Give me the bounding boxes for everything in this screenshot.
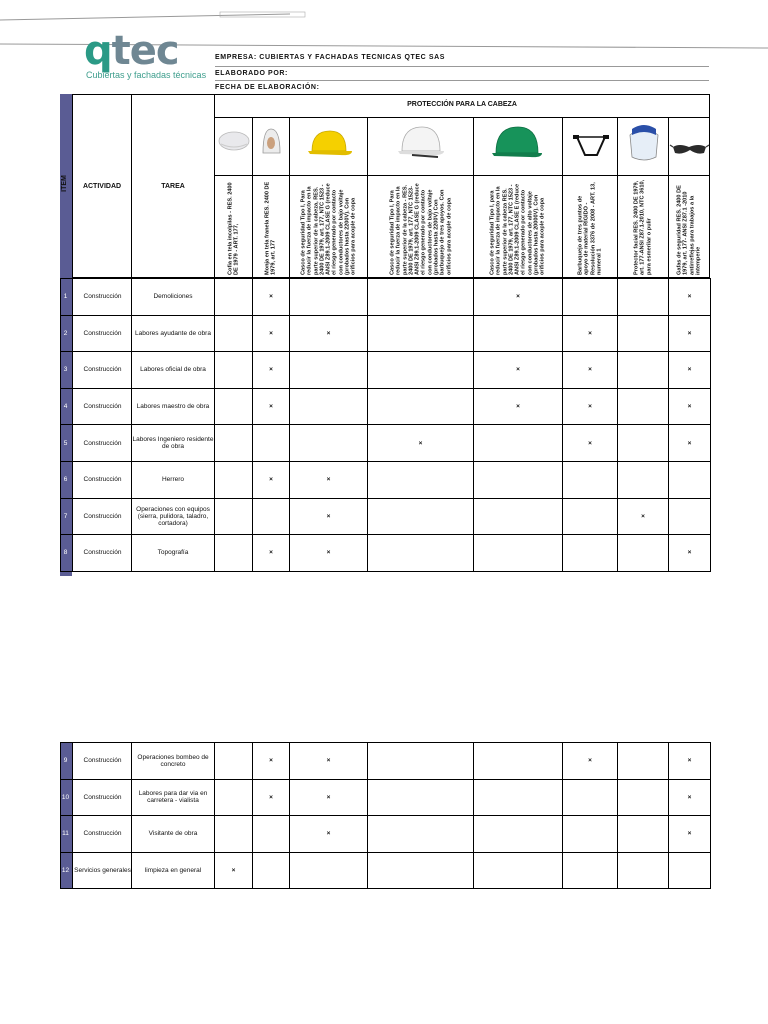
item-number: 2 <box>61 315 73 352</box>
actividad-cell: Construcción <box>73 315 132 352</box>
empty-cell <box>618 535 669 572</box>
table-row <box>61 279 711 316</box>
empty-cell <box>618 816 669 853</box>
ppe-image-7 <box>618 117 669 175</box>
ppe-description-7: Protector facial RES. 2400 DE 1979, art. 177-ANSI Z87.1-2010, NTC 3610, para esmerilar o pulir <box>618 175 669 278</box>
elaborado-label: ELABORADO POR: <box>215 70 288 77</box>
table-row <box>61 315 711 352</box>
item-number: 10 <box>61 779 73 816</box>
empty-cell <box>368 315 474 352</box>
empty-cell <box>253 816 290 853</box>
empty-cell <box>215 425 253 462</box>
table-row <box>61 779 711 816</box>
empty-cell <box>563 535 618 572</box>
empty-cell <box>215 779 253 816</box>
check-mark: × <box>368 425 474 462</box>
fecha-label: FECHA DE ELABORACIÓN: <box>215 84 320 91</box>
empty-cell <box>563 461 618 498</box>
tarea-cell: Operaciones bombeo de concreto <box>132 743 215 780</box>
empty-cell <box>474 535 563 572</box>
empty-cell <box>474 498 563 535</box>
check-mark: × <box>474 388 563 425</box>
empty-cell <box>618 279 669 316</box>
empty-cell <box>669 498 711 535</box>
ppe-image-8 <box>669 117 710 175</box>
item-number: 7 <box>61 498 73 535</box>
green-helmet-icon <box>474 117 563 175</box>
table-row <box>61 852 711 889</box>
empty-cell <box>215 461 253 498</box>
actividad-header-cell <box>72 94 132 278</box>
item-number: 5 <box>61 425 73 462</box>
empty-cell <box>368 352 474 389</box>
check-mark: × <box>290 535 368 572</box>
table-row <box>61 498 711 535</box>
empty-cell <box>669 461 711 498</box>
empty-cell <box>253 498 290 535</box>
ppe-matrix-table-continued <box>60 742 711 889</box>
empty-cell <box>290 279 368 316</box>
empty-cell <box>290 425 368 462</box>
table-row <box>61 461 711 498</box>
item-number: 11 <box>61 816 73 853</box>
item-header: ITEM <box>60 175 68 192</box>
empty-cell <box>290 852 368 889</box>
ppe-description-6: Barbuquejo de tres puntos de apoyo de material RÍGIDO - Resolución 3376 de 2008 - ART. 13, numeral 1 <box>563 175 618 278</box>
empty-cell <box>368 852 474 889</box>
company-logo <box>84 28 207 82</box>
check-mark: × <box>253 779 290 816</box>
table-row <box>61 743 711 780</box>
check-mark: × <box>563 425 618 462</box>
table-row <box>61 425 711 462</box>
table-row <box>61 388 711 425</box>
logo-wordmark: qtec <box>84 28 179 74</box>
empty-cell <box>253 852 290 889</box>
empty-cell <box>618 425 669 462</box>
actividad-cell: Construcción <box>73 743 132 780</box>
item-number: 8 <box>61 535 73 572</box>
check-mark: × <box>669 779 711 816</box>
tarea-cell: limpieza en general <box>132 852 215 889</box>
empty-cell <box>368 535 474 572</box>
empty-cell <box>563 279 618 316</box>
item-number: 9 <box>61 743 73 780</box>
table-row <box>61 535 711 572</box>
check-mark: × <box>474 352 563 389</box>
ppe-image-4 <box>368 117 474 175</box>
empty-cell <box>618 779 669 816</box>
check-mark: × <box>669 388 711 425</box>
table-row <box>61 816 711 853</box>
check-mark: × <box>290 779 368 816</box>
empty-cell <box>563 816 618 853</box>
ppe-description-5: Casco de seguridad Tipo I, para reducir la fuerza de impacto en la parte superior de la cabeza RES. 2400 DE 1979, art. 177, NTC 1523 - ANSI Z89.1-2009 CLASE E (reduce el riesgo generado por contacto con conductores de alto voltaje (probados hasta 20000V). Con orificios para acople de copa <box>474 175 563 278</box>
check-mark: × <box>474 279 563 316</box>
empty-cell <box>215 352 253 389</box>
header-rule <box>215 80 709 81</box>
tarea-cell: Labores ayudante de obra <box>132 315 215 352</box>
check-mark: × <box>563 388 618 425</box>
check-mark: × <box>290 461 368 498</box>
actividad-cell: Construcción <box>73 279 132 316</box>
empty-cell <box>474 461 563 498</box>
empty-cell <box>368 498 474 535</box>
check-mark: × <box>669 816 711 853</box>
empty-cell <box>368 388 474 425</box>
empty-cell <box>368 461 474 498</box>
tarea-cell: Topografía <box>132 535 215 572</box>
empty-cell <box>669 852 711 889</box>
check-mark: × <box>253 352 290 389</box>
check-mark: × <box>563 315 618 352</box>
face-shield-icon <box>618 117 669 175</box>
check-mark: × <box>618 498 669 535</box>
check-mark: × <box>290 498 368 535</box>
check-mark: × <box>563 743 618 780</box>
ppe-image-2 <box>253 117 290 175</box>
ppe-image-5 <box>474 117 563 175</box>
empty-cell <box>290 352 368 389</box>
check-mark: × <box>253 535 290 572</box>
item-number: 4 <box>61 388 73 425</box>
empty-cell <box>215 535 253 572</box>
actividad-cell: Construcción <box>73 461 132 498</box>
tarea-cell: Demoliciones <box>132 279 215 316</box>
white-helmet-icon <box>368 117 474 175</box>
empresa-label: EMPRESA: CUBIERTAS Y FACHADAS TECNICAS QTEC SAS <box>215 54 446 61</box>
empty-cell <box>474 425 563 462</box>
actividad-header: ACTIVIDAD <box>82 183 122 190</box>
ppe-description-1: Cofia en tela incolpilas - RES. 2400 DE 1979 - ART. 177, <box>215 175 253 278</box>
empty-cell <box>618 352 669 389</box>
chin-strap-icon <box>563 117 618 175</box>
empty-cell <box>618 852 669 889</box>
empty-cell <box>563 498 618 535</box>
yellow-helmet-icon <box>290 117 368 175</box>
check-mark: × <box>253 315 290 352</box>
check-mark: × <box>253 743 290 780</box>
empty-cell <box>215 388 253 425</box>
empty-cell <box>474 852 563 889</box>
empty-cell <box>215 743 253 780</box>
empty-cell <box>474 779 563 816</box>
section-title: PROTECCIÓN PARA LA CABEZA <box>407 101 517 108</box>
check-mark: × <box>290 315 368 352</box>
tarea-cell: Labores oficial de obra <box>132 352 215 389</box>
empty-cell <box>215 279 253 316</box>
tarea-cell: Herrero <box>132 461 215 498</box>
ppe-image-3 <box>290 117 368 175</box>
check-mark: × <box>253 461 290 498</box>
cap-icon <box>215 117 253 175</box>
actividad-cell: Construcción <box>73 535 132 572</box>
check-mark: × <box>669 425 711 462</box>
safety-glasses-icon <box>669 117 710 175</box>
empty-cell <box>368 743 474 780</box>
empty-cell <box>253 425 290 462</box>
ppe-matrix-table <box>60 278 711 572</box>
item-number: 3 <box>61 352 73 389</box>
ppe-image-1 <box>215 117 253 175</box>
ppe-description-8: Gafas de seguridad RES. 2400 DE 1979, art. 177- ANSI Z87.1 -2010 antirreflejas para trabajos a la intemperie <box>669 175 710 278</box>
tarea-cell: Labores para dar via en carretera - vialista <box>132 779 215 816</box>
check-mark: × <box>563 352 618 389</box>
table-row <box>61 352 711 389</box>
ppe-description-4: Casco de seguridad Tipo I, Para reducir la fuerza de impacto en la parte superior de la cabeza - RES. 2400 DE 1979, art. 177, NTC 1523-ANSI Z89.1-2009 CLASE G (reduce el riesgo generado por contacto con conductores de bajo voltaje (probados hasta 2200V) Con barbuquejo de tres apoyos. Con orificios para acople de copa <box>368 175 474 278</box>
empty-cell <box>563 852 618 889</box>
empty-cell <box>474 743 563 780</box>
actividad-cell: Construcción <box>73 352 132 389</box>
check-mark: × <box>669 315 711 352</box>
empty-cell <box>563 779 618 816</box>
tarea-header: TAREA <box>161 183 185 190</box>
ppe-description-3: Casco de seguridad Tipo I, Para reducir la fuerza de impacto en la parte superior de la cabeza, RES. 2400 DE 1979, art. 177, NTC 1523 - ANSI Z89.1-2009 CLASE G (reduce el riesgo generado por contacto con conductores de bajo voltaje (probados hasta 2200V). Con orificios para acople de copa <box>290 175 368 278</box>
ppe-description-2: Monja en tela franela RES. 2400 DE 1979, art. 177 <box>253 175 290 278</box>
check-mark: × <box>253 388 290 425</box>
check-mark: × <box>669 279 711 316</box>
check-mark: × <box>290 743 368 780</box>
tarea-header-cell <box>131 94 215 278</box>
item-number: 1 <box>61 279 73 316</box>
check-mark: × <box>669 352 711 389</box>
empty-cell <box>368 279 474 316</box>
actividad-cell: Construcción <box>73 425 132 462</box>
empty-cell <box>474 816 563 853</box>
item-number: 12 <box>61 852 73 889</box>
logo-tagline: Cubiertas y fachadas técnicas <box>86 70 207 80</box>
empty-cell <box>618 743 669 780</box>
tarea-cell: Operaciones con equipos (sierra, pulidora, taladro, cortadora) <box>132 498 215 535</box>
actividad-cell: Construcción <box>73 498 132 535</box>
empty-cell <box>215 315 253 352</box>
check-mark: × <box>290 816 368 853</box>
ppe-image-6 <box>563 117 618 175</box>
actividad-cell: Servicios generales <box>73 852 132 889</box>
header-rule <box>215 66 709 67</box>
hood-icon <box>253 117 290 175</box>
actividad-cell: Construcción <box>73 816 132 853</box>
empty-cell <box>474 315 563 352</box>
empty-cell <box>215 816 253 853</box>
tarea-cell: Labores maestro de obra <box>132 388 215 425</box>
tarea-cell: Labores Ingeniero residente de obra <box>132 425 215 462</box>
check-mark: × <box>215 852 253 889</box>
empty-cell <box>618 388 669 425</box>
empty-cell <box>618 315 669 352</box>
actividad-cell: Construcción <box>73 388 132 425</box>
empty-cell <box>290 388 368 425</box>
item-number: 6 <box>61 461 73 498</box>
empty-cell <box>618 461 669 498</box>
check-mark: × <box>669 743 711 780</box>
empty-cell <box>368 816 474 853</box>
empty-cell <box>215 498 253 535</box>
tarea-cell: Visitante de obra <box>132 816 215 853</box>
actividad-cell: Construcción <box>73 779 132 816</box>
check-mark: × <box>253 279 290 316</box>
empty-cell <box>368 779 474 816</box>
check-mark: × <box>669 535 711 572</box>
